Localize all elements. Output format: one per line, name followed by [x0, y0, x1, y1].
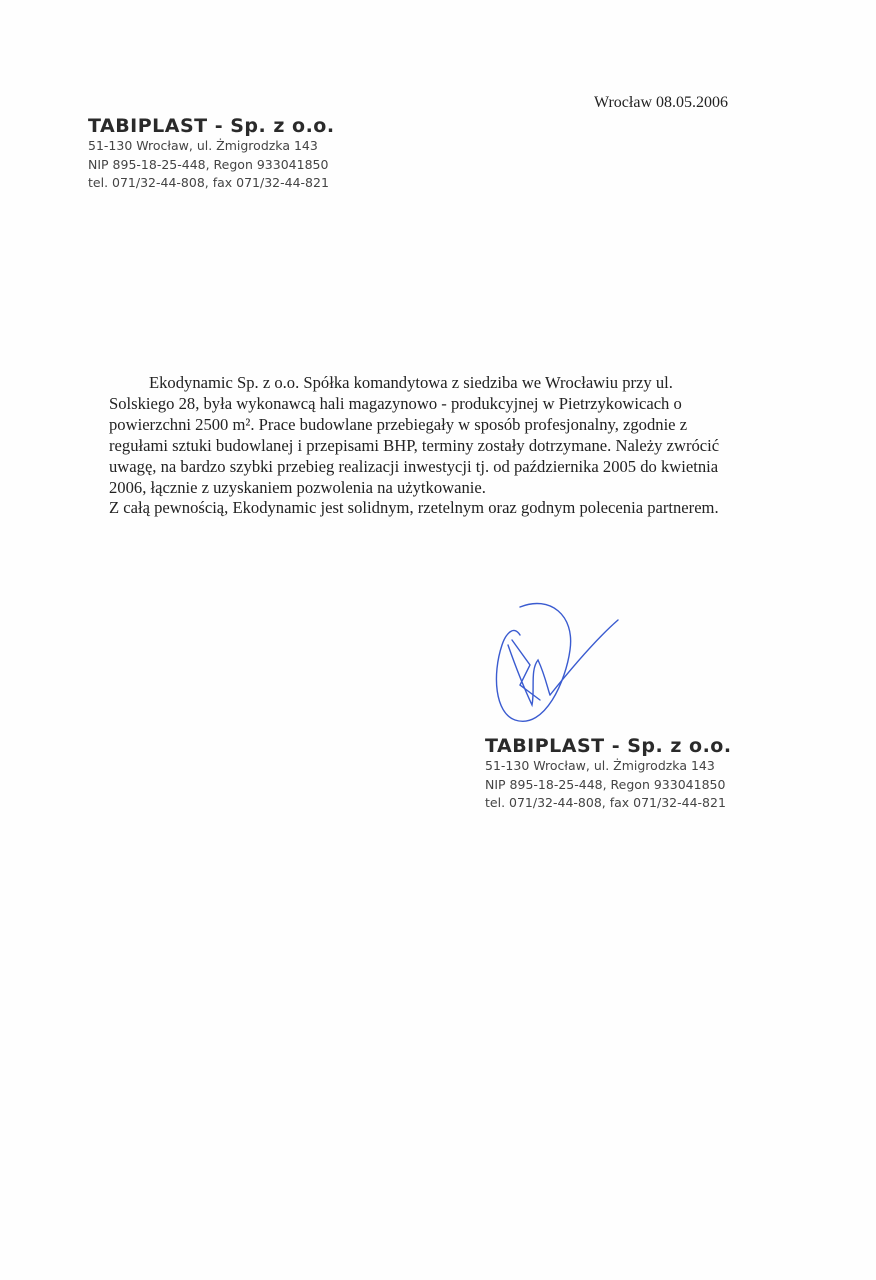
letterhead-address: 51-130 Wrocław, ul. Żmigrodzka 143	[88, 138, 318, 153]
stamp-address: 51-130 Wrocław, ul. Żmigrodzka 143	[485, 758, 715, 773]
letterhead-company: TABIPLAST - Sp. z o.o.	[88, 115, 335, 137]
stamp-phone: tel. 071/32-44-808, fax 071/32-44-821	[485, 795, 726, 810]
body-line: Ekodynamic Sp. z o.o. Spółka komandytowa z siedziba we Wrocławiu przy ul.	[149, 373, 673, 392]
body-line: uwagę, na bardzo szybki przebieg realizacji inwestycji tj. od października 2005 do kwietnia	[109, 456, 719, 476]
body-line: Solskiego 28, była wykonawcą hali magazynowo - produkcyjnej w Pietrzykowicach o	[109, 393, 682, 413]
company-stamp	[485, 735, 732, 813]
letterhead-ids: NIP 895-18-25-448, Regon 933041850	[88, 156, 329, 172]
letterhead-phone: tel. 071/32-44-808, fax 071/32-44-821	[88, 175, 329, 190]
body-line: Z całą pewnością, Ekodynamic jest solidnym, rzetelnym oraz godnym polecenia partnerem.	[109, 498, 719, 518]
stamp-company: TABIPLAST - Sp. z o.o.	[485, 735, 732, 757]
letter-date: Wrocław 08.05.2006	[594, 94, 728, 111]
letterhead	[88, 115, 335, 193]
body-line: 2006, łącznie z uzyskaniem pozwolenia na użytkowanie.	[109, 477, 486, 497]
signature-icon	[490, 595, 630, 735]
letter-body	[109, 373, 829, 519]
stamp-ids: NIP 895-18-25-448, Regon 933041850	[485, 776, 726, 792]
body-line: powierzchni 2500 m². Prace budowlane przebiegały w sposób profesjonalny, zgodnie z	[109, 414, 688, 434]
body-line: regułami sztuki budowlanej i przepisami BHP, terminy zostały dotrzymane. Należy zwrócić	[109, 435, 720, 455]
